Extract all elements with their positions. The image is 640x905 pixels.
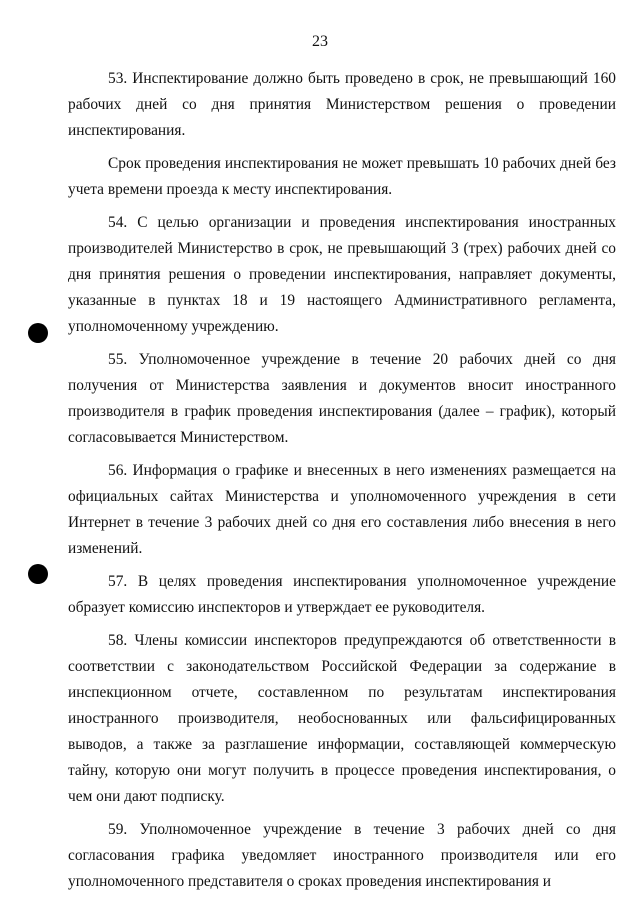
paragraph-53-term: Срок проведения инспектирования не может превышать 10 рабочих дней без учета времени проезда к месту инспектирования.: [68, 155, 616, 198]
paragraph-55: 55. Уполномоченное учреждение в течение 20 рабочих дней со дня получения от Министерства заявления и документов вносит иностранного производителя в график проведения инспектирования (далее – график), который согласовывается Министерством.: [68, 351, 616, 446]
page-number: 23: [312, 33, 328, 50]
paragraph-59: 59. Уполномоченное учреждение в течение 3 рабочих дней со дня согласования графика уведомляет иностранного производителя или его уполномоченного представителя о сроках проведения инспектирования и: [68, 821, 616, 890]
paragraph-57: 57. В целях проведения инспектирования уполномоченное учреждение образует комиссию инспекторов и утверждает ее руководителя.: [68, 573, 616, 616]
paragraph-54: 54. С целью организации и проведения инспектирования иностранных производителей Министерство в срок, не превышающий 3 (трех) рабочих дней со дня принятия решения о проведении инспектирования, направляет документы, указанные в пунктах 18 и 19 настоящего Административного регламента, уполномоченному учреждению.: [68, 214, 616, 335]
paragraph-56: 56. Информация о графике и внесенных в него изменениях размещается на официальных сайтах Министерства и уполномоченного учреждения в сети Интернет в течение 3 рабочих дней со дня его составления либо внесения в него изменений.: [68, 462, 616, 557]
paragraph-58: 58. Члены комиссии инспекторов предупреждаются об ответственности в соответствии с законодательством Российской Федерации за содержание в инспекционном отчете, составленном по результатам инспектирования иностранного производителя, необоснованных или фальсифицированных выводов, а также за разглашение информации, составляющей коммерческую тайну, которую они могут получить в процессе проведения инспектирования, о чем они дают подписку.: [68, 632, 616, 805]
binder-hole-top: [28, 323, 48, 343]
document-body: [68, 66, 616, 902]
paragraph-53: 53. Инспектирование должно быть проведено в срок, не превышающий 160 рабочих дней со дня принятия Министерством решения о проведении инспектирования.: [68, 70, 616, 139]
binder-hole-bottom: [28, 564, 48, 584]
